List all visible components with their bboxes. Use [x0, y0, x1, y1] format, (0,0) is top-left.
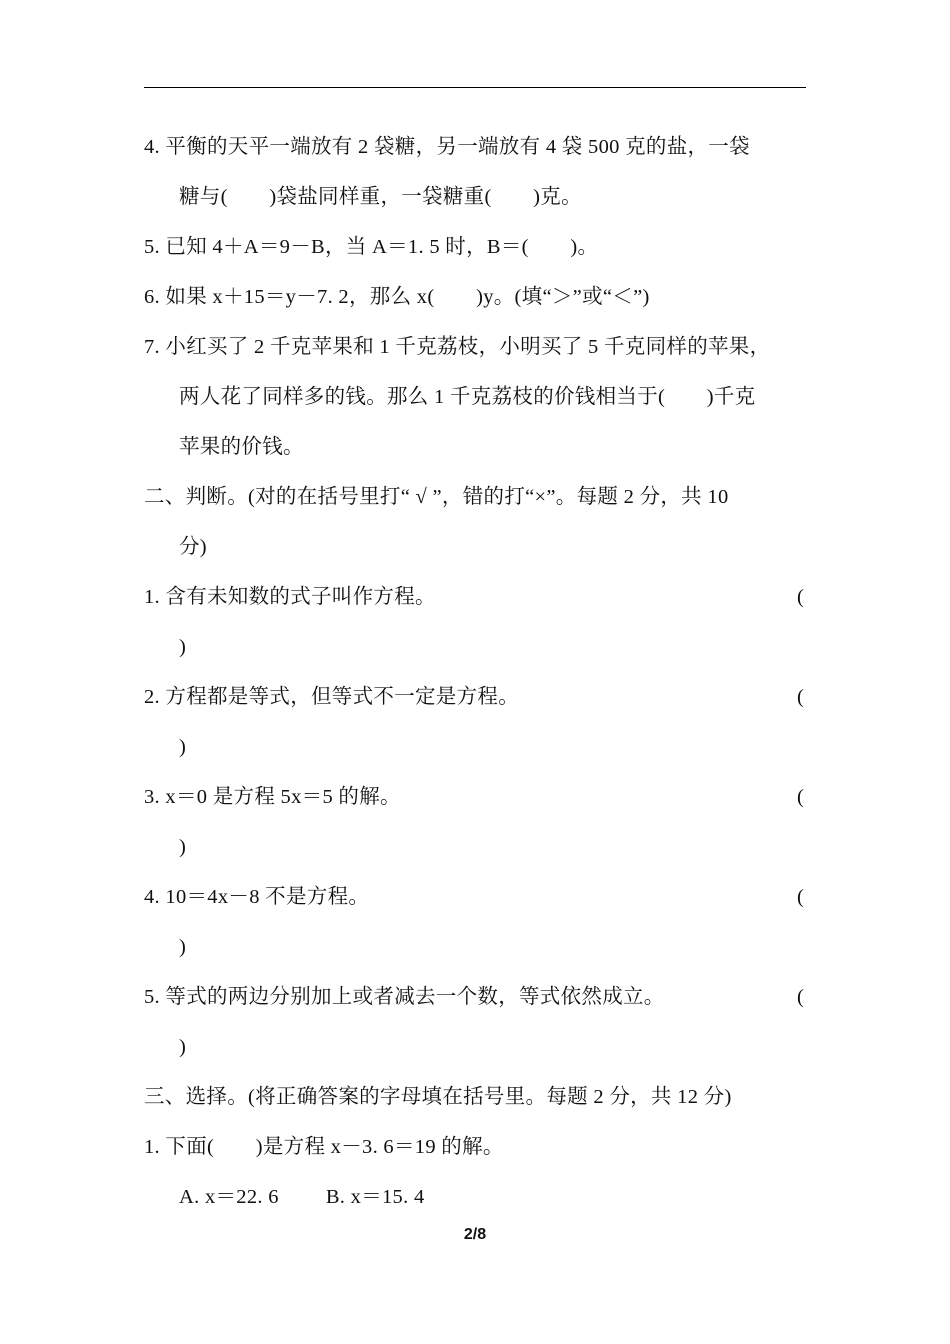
- q7-line-2: 两人花了同样多的钱。那么 1 千克荔枝的价钱相当于( )千克: [179, 386, 756, 408]
- judge-5-open-paren: (: [797, 986, 804, 1008]
- judge-1: 1. 含有未知数的式子叫作方程。: [144, 586, 436, 608]
- judge-4-close-paren: ): [179, 936, 187, 958]
- choice-1: 1. 下面( )是方程 x－3. 6＝19 的解。: [144, 1136, 504, 1158]
- judge-5: 5. 等式的两边分别加上或者减去一个数，等式依然成立。: [144, 986, 665, 1008]
- judge-4: 4. 10＝4x－8 不是方程。: [144, 886, 370, 908]
- judge-2: 2. 方程都是等式，但等式不一定是方程。: [144, 686, 519, 708]
- judge-1-open-paren: (: [797, 586, 804, 608]
- q6-line: 6. 如果 x＋15＝y－7. 2，那么 x( )y。(填“＞”或“＜”): [144, 286, 650, 308]
- q5-line: 5. 已知 4＋A＝9－B，当 A＝1. 5 时，B＝( )。: [144, 236, 599, 258]
- judge-4-open-paren: (: [797, 886, 804, 908]
- section-2-heading: 二、判断。(对的在括号里打“ √ ”，错的打“×”。每题 2 分，共 10: [144, 486, 729, 508]
- page-number: 2/8: [463, 1226, 487, 1243]
- judge-2-open-paren: (: [797, 686, 804, 708]
- section-2-heading-cont: 分): [179, 536, 207, 558]
- q4-line-2: 糖与( )袋盐同样重，一袋糖重( )克。: [179, 186, 582, 208]
- q4-line-1: 4. 平衡的天平一端放有 2 袋糖，另一端放有 4 袋 500 克的盐，一袋: [144, 136, 750, 158]
- q7-line-3: 苹果的价钱。: [179, 436, 304, 458]
- judge-3-open-paren: (: [797, 786, 804, 808]
- choice-1-options: A. x＝22. 6 B. x＝15. 4: [179, 1186, 425, 1208]
- judge-2-close-paren: ): [179, 736, 187, 758]
- q7-line-1: 7. 小红买了 2 千克苹果和 1 千克荔枝，小明买了 5 千克同样的苹果，: [144, 336, 771, 358]
- judge-5-close-paren: ): [179, 1036, 187, 1058]
- header-rule: [144, 87, 806, 88]
- section-3-heading: 三、选择。(将正确答案的字母填在括号里。每题 2 分，共 12 分): [144, 1086, 732, 1108]
- judge-3-close-paren: ): [179, 836, 187, 858]
- judge-3: 3. x＝0 是方程 5x＝5 的解。: [144, 786, 401, 808]
- judge-1-close-paren: ): [179, 636, 187, 658]
